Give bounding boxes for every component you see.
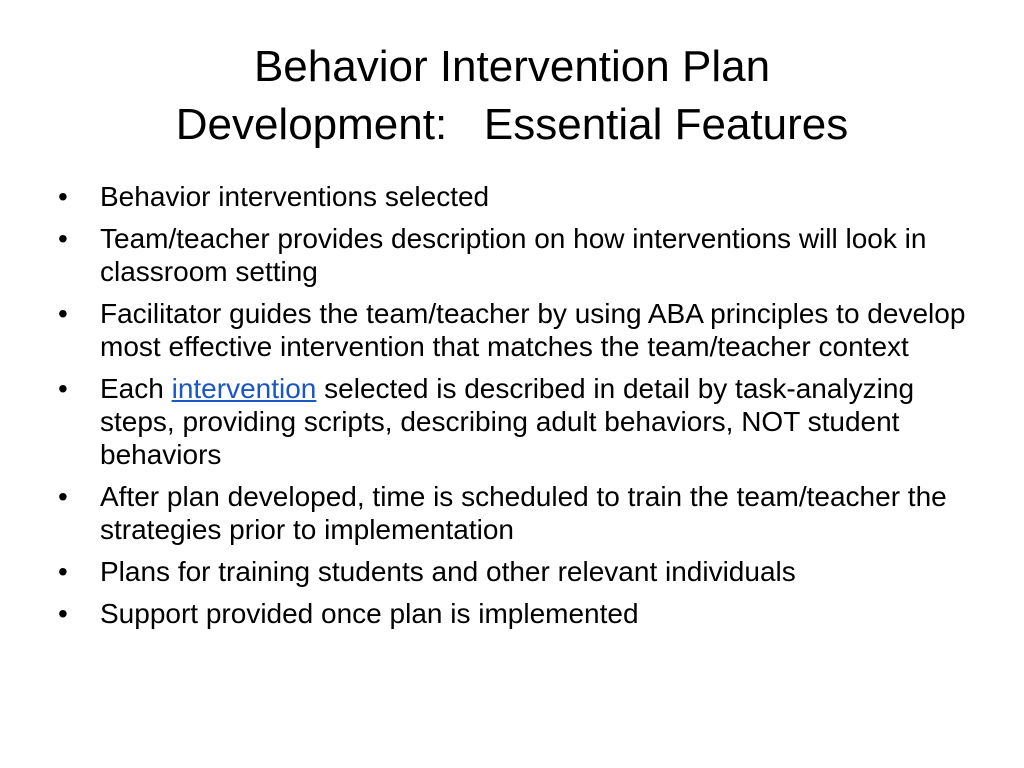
bullet-item xyxy=(56,555,968,588)
slide-title-line-2: Development: Essential Features xyxy=(175,100,849,149)
bullet-icon: • xyxy=(58,598,68,629)
slide-title-line-1: Behavior Intervention Plan xyxy=(253,42,771,91)
bullet-text-suffix: selected is described in detail by task-analyzing steps, providing scripts, describing adult behaviors, NOT student behaviors xyxy=(100,373,915,470)
bullet-text: After plan developed, time is scheduled to train the team/teacher the strategies prior to implementation xyxy=(100,481,947,545)
bullet-icon: • xyxy=(58,481,68,512)
bullet-list xyxy=(56,180,968,639)
bullet-text: Plans for training students and other relevant individuals xyxy=(100,556,796,587)
bullet-text-prefix: Each xyxy=(100,373,172,404)
bullet-item xyxy=(56,480,968,546)
bullet-text: Team/teacher provides description on how interventions will look in classroom setting xyxy=(100,223,927,287)
bullet-text: Facilitator guides the team/teacher by using ABA principles to develop most effective intervention that matches the team/teacher context xyxy=(100,298,966,362)
bullet-icon: • xyxy=(58,181,68,212)
bullet-item xyxy=(56,297,968,363)
intervention-link[interactable]: intervention xyxy=(171,373,317,404)
bullet-item xyxy=(56,180,968,213)
bullet-item xyxy=(56,222,968,288)
bullet-icon: • xyxy=(58,556,68,587)
bullet-icon: • xyxy=(58,223,68,254)
bullet-icon: • xyxy=(58,373,68,404)
bullet-item xyxy=(56,597,968,630)
bullet-text: Behavior interventions selected xyxy=(100,181,490,212)
bullet-item xyxy=(56,372,968,471)
bullet-icon: • xyxy=(58,298,68,329)
bullet-text: Support provided once plan is implemented xyxy=(100,598,639,629)
slide-title xyxy=(40,38,984,154)
